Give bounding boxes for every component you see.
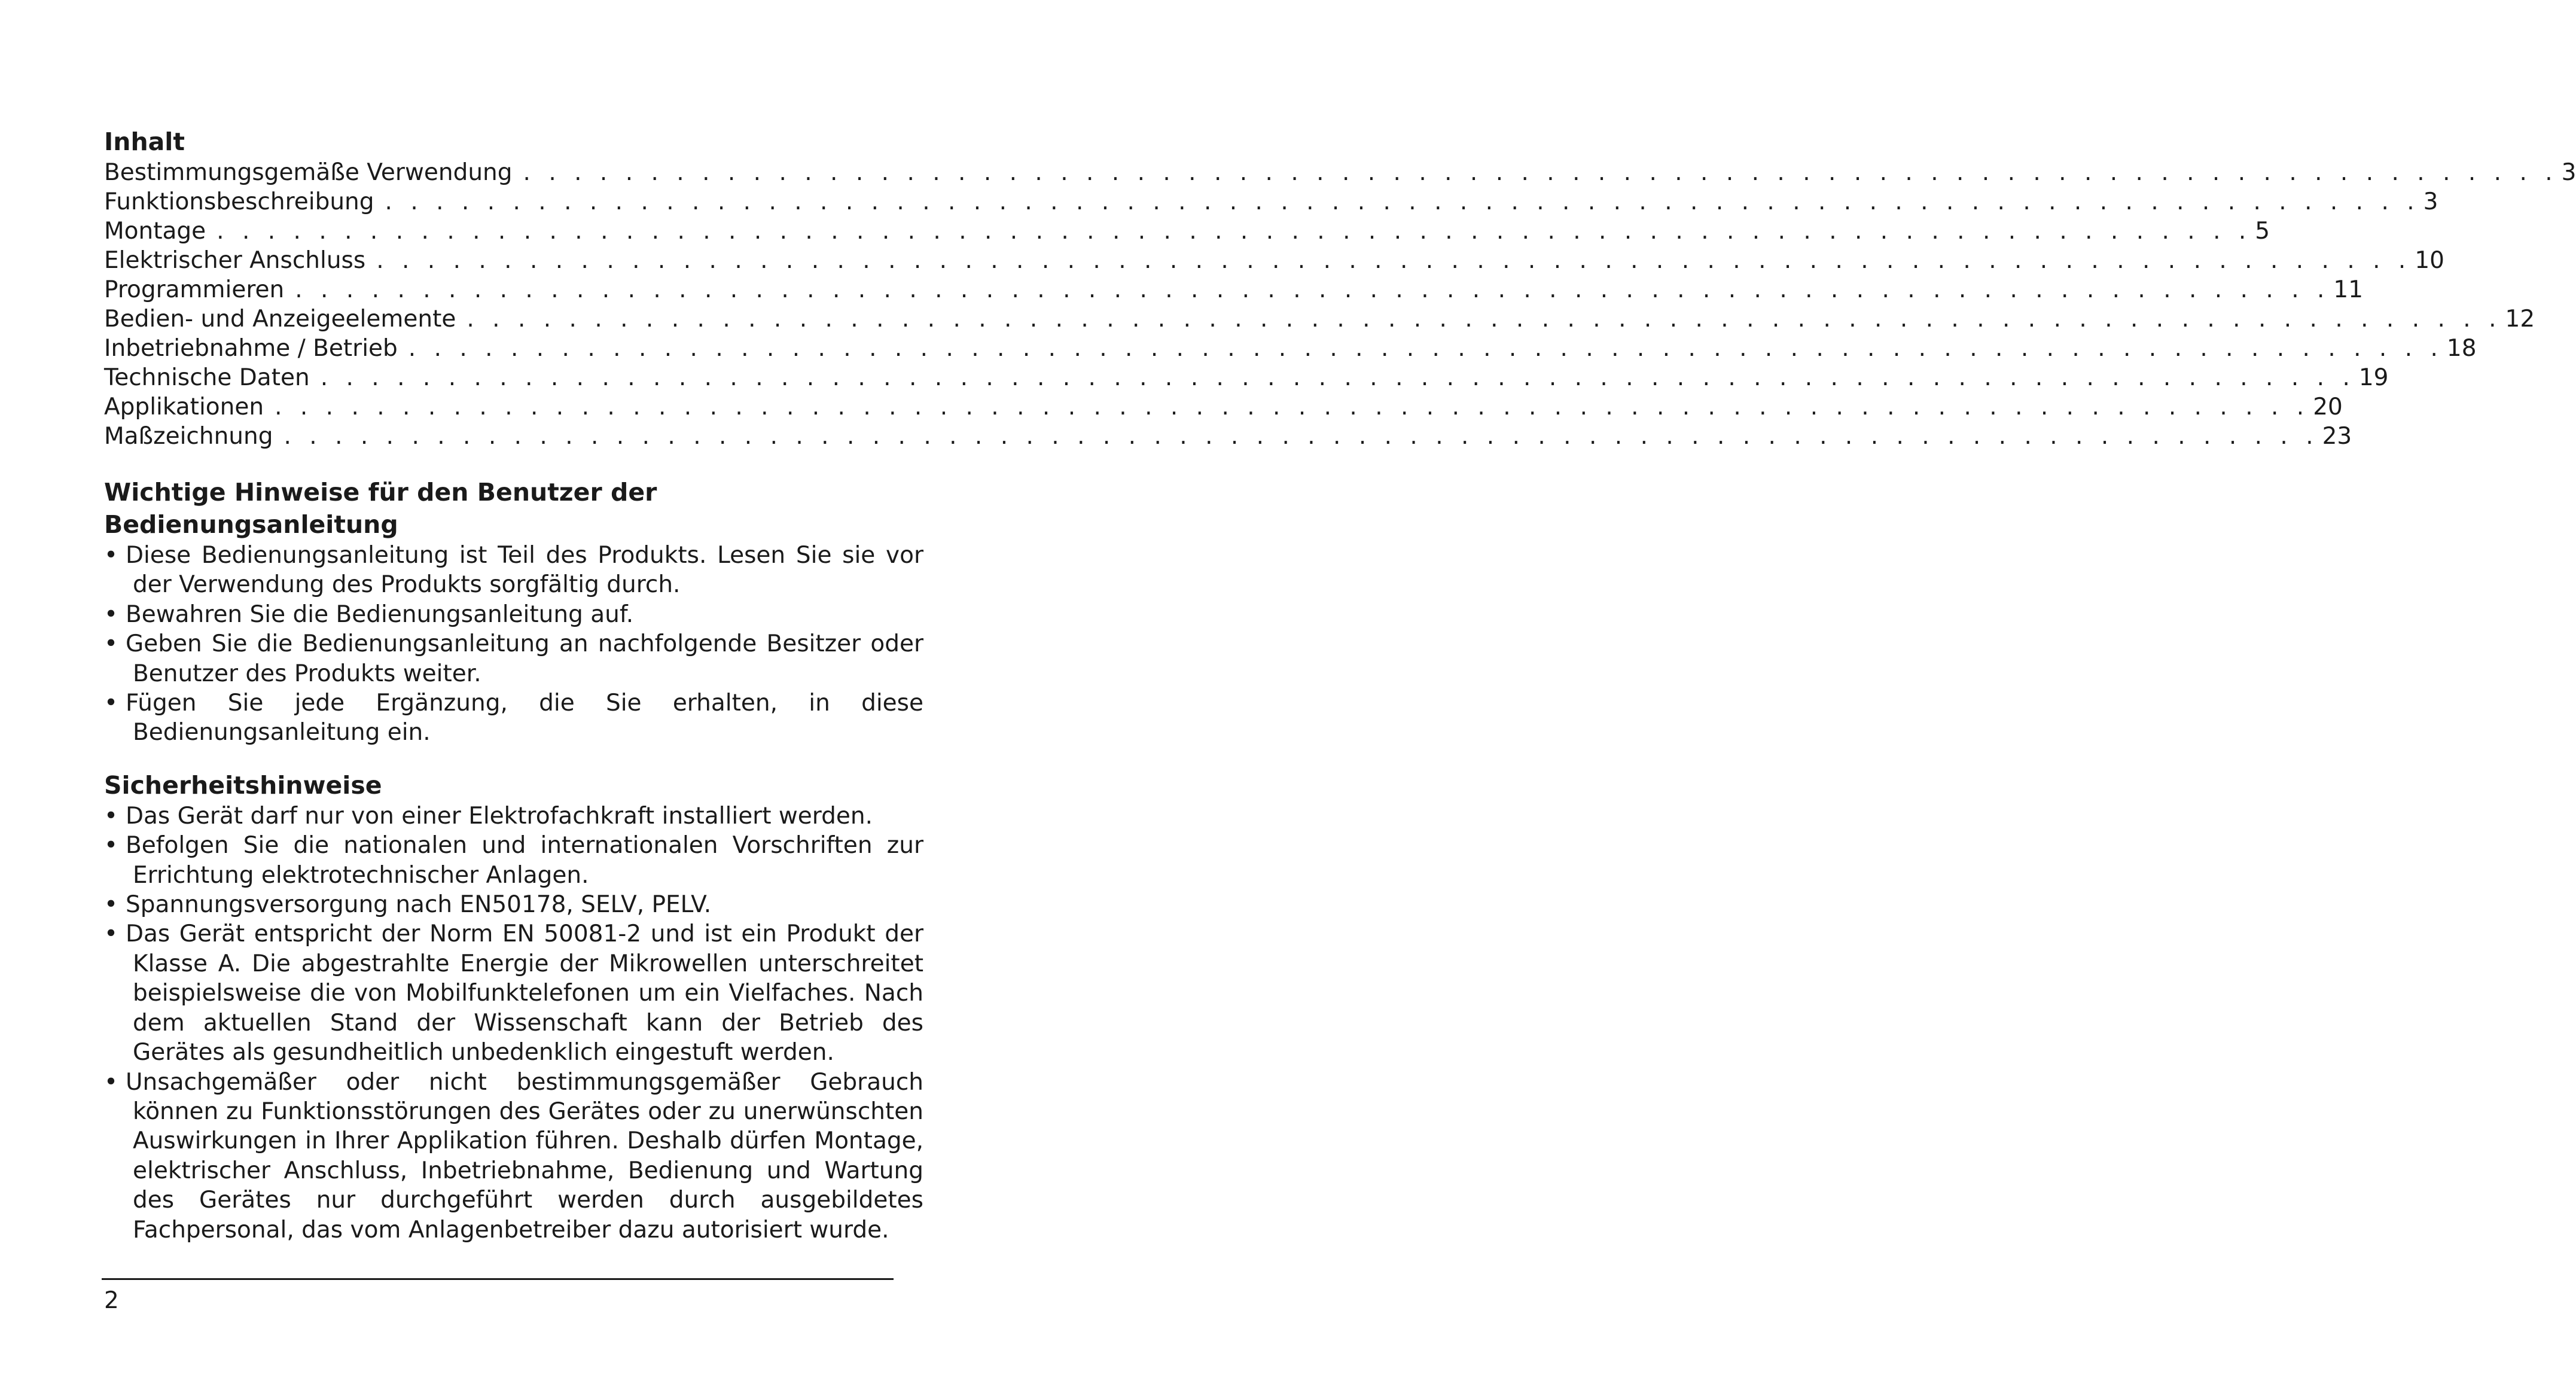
list-item	[104, 1068, 923, 1245]
toc-entry	[104, 158, 2576, 187]
list-item-text: Bewahren Sie die Bedienungsanleitung auf.	[126, 601, 634, 628]
bullet-icon: •	[104, 542, 118, 569]
toc-entry-title: Funktionsbeschreibung	[104, 188, 374, 215]
toc-heading: Inhalt	[104, 127, 185, 156]
toc-entry-title: Inbetriebnahme / Betrieb	[104, 335, 398, 362]
toc-leader-dots: . . . . . . . . . . . . . . . . . . . . . . . . . . . . . . . . . . . . . . . . . . . . . . . . . . . . . . . . . . . . . . . . . . . . . . . . . . . . . . . .	[275, 394, 2310, 420]
toc-entry-page: 11	[2333, 276, 2364, 303]
toc-entry-title: Bedien- und Anzeigeelemente	[104, 306, 456, 333]
bullet-icon: •	[104, 891, 118, 919]
bullet-icon: •	[104, 802, 118, 830]
toc-entry-page: 5	[2255, 218, 2270, 245]
bullet-icon: •	[104, 630, 118, 658]
toc-entry-page: 3	[2423, 188, 2438, 215]
list-item-text: Geben Sie die Bedienungsanleitung an nachfolgende Besitzer oder Benutzer des Produkts weiter.	[126, 630, 923, 687]
bullet-icon: •	[104, 690, 118, 717]
list-item-text: Diese Bedienungsanleitung ist Teil des Produkts. Lesen Sie sie vor der Verwendung des Produkts sorgfältig durch.	[126, 542, 923, 599]
toc-leader-dots: . . . . . . . . . . . . . . . . . . . . . . . . . . . . . . . . . . . . . . . . . . . . . . . . . . . . . . . . . . . . . . . . . . . . . . . . . . . . . . . .	[408, 335, 2443, 362]
toc-entry-page: 18	[2446, 335, 2477, 362]
list-item	[104, 831, 923, 890]
toc-leader-dots: . . . . . . . . . . . . . . . . . . . . . . . . . . . . . . . . . . . . . . . . . . . . . . . . . . . . . . . . . . . . . . . . . . . . . . . . . . . . . . . .	[467, 306, 2502, 333]
toc-leader-dots: . . . . . . . . . . . . . . . . . . . . . . . . . . . . . . . . . . . . . . . . . . . . . . . . . . . . . . . . . . . . . . . . . . . . . . . . . . . . . . . .	[295, 276, 2330, 303]
toc-leader-dots: . . . . . . . . . . . . . . . . . . . . . . . . . . . . . . . . . . . . . . . . . . . . . . . . . . . . . . . . . . . . . . . . . . . . . . . . . . . . . . . .	[320, 364, 2355, 391]
list-item-text: Das Gerät entspricht der Norm EN 50081-2 und ist ein Produkt der Klasse A. Die abgestrahlte Energie der Mikrowellen unterschreitet beispielsweise die von Mobilfunktelefonen um ein Vielfaches. Nach dem aktuellen Stand der Wissenschaft kann der Betrieb des Gerätes als gesundheitlich unbedenklich eingestuft werden.	[126, 921, 923, 1066]
user-notes-list	[104, 541, 923, 748]
page-content	[104, 126, 2576, 1245]
toc-entry-page: 12	[2505, 306, 2535, 333]
toc-entry-page: 10	[2415, 247, 2444, 274]
bullet-icon: •	[104, 601, 118, 628]
bullet-icon: •	[104, 1068, 118, 1096]
toc-leader-dots: . . . . . . . . . . . . . . . . . . . . . . . . . . . . . . . . . . . . . . . . . . . . . . . . . . . . . . . . . . . . . . . . . . . . . . . . . . . . . . . .	[385, 188, 2420, 215]
toc-entry	[104, 334, 2477, 363]
list-item-text: Spannungsversorgung nach EN50178, SELV, PELV.	[126, 891, 712, 919]
toc-leader-dots: . . . . . . . . . . . . . . . . . . . . . . . . . . . . . . . . . . . . . . . . . . . . . . . . . . . . . . . . . . . . . . . . . . . . . . . . . . . . . . . .	[283, 423, 2319, 450]
toc-entry-title: Montage	[104, 218, 206, 245]
safety-list	[104, 801, 923, 1245]
toc-entry	[104, 304, 2535, 334]
list-item-text: Das Gerät darf nur von einer Elektrofachkraft installiert werden.	[126, 802, 873, 830]
user-notes-heading	[104, 476, 894, 541]
user-notes-heading-line1: Wichtige Hinweise für den Benutzer der	[104, 478, 657, 507]
page-number: 2	[104, 1287, 119, 1314]
toc-entry-title: Maßzeichnung	[104, 423, 273, 450]
toc-entry	[104, 187, 2438, 217]
list-item	[104, 801, 923, 831]
toc-entry	[104, 392, 2343, 422]
bullet-icon: •	[104, 832, 118, 859]
list-item	[104, 688, 923, 748]
toc-entry-page: 20	[2313, 394, 2343, 420]
toc-entry	[104, 246, 2444, 275]
list-item-text: Fügen Sie jede Ergänzung, die Sie erhalten, in diese Bedienungsanleitung ein.	[126, 690, 923, 746]
safety-heading: Sicherheitshinweise	[104, 770, 382, 800]
toc-leader-dots: . . . . . . . . . . . . . . . . . . . . . . . . . . . . . . . . . . . . . . . . . . . . . . . . . . . . . . . . . . . . . . . . . . . . . . . . . . . . . . . .	[523, 159, 2558, 186]
bullet-icon: •	[104, 921, 118, 948]
toc-entry-page: 3	[2561, 159, 2576, 186]
toc-entry-title: Bestimmungsgemäße Verwendung	[104, 159, 513, 186]
toc-entry-title: Technische Daten	[104, 364, 310, 391]
toc-entry	[104, 275, 2364, 304]
toc-entry	[104, 217, 2270, 246]
toc-entry-title: Programmieren	[104, 276, 285, 303]
toc-entry-page: 19	[2358, 364, 2389, 391]
toc-entry-title: Elektrischer Anschluss	[104, 247, 366, 274]
toc-entry	[104, 422, 2352, 451]
toc-leader-dots: . . . . . . . . . . . . . . . . . . . . . . . . . . . . . . . . . . . . . . . . . . . . . . . . . . . . . . . . . . . . . . . . . . . . . . . . . . . . . . . .	[217, 218, 2252, 245]
footer-rule	[102, 1278, 894, 1280]
toc-entry-page: 23	[2322, 423, 2352, 450]
list-item	[104, 890, 923, 919]
list-item	[104, 541, 923, 600]
toc-entry-title: Applikationen	[104, 394, 264, 420]
list-item	[104, 919, 923, 1067]
list-item	[104, 629, 923, 688]
list-item-text: Befolgen Sie die nationalen und internationalen Vorschriften zur Errichtung elektrotechnischer Anlagen.	[126, 832, 923, 889]
list-item-text: Unsachgemäßer oder nicht bestimmungsgemäßer Gebrauch können zu Funktionsstörungen des Gerätes oder zu unerwünschten Auswirkungen in Ihrer Applikation führen. Deshalb dürfen Montage, elektrischer Anschluss, Inbetriebnahme, Bedienung und Wartung des Gerätes nur durchgeführt werden durch ausgebildetes Fachpersonal, das vom Anlagenbetreiber dazu autorisiert wurde.	[126, 1068, 923, 1243]
list-item	[104, 600, 923, 629]
table-of-contents	[104, 158, 2576, 451]
toc-entry	[104, 363, 2389, 392]
user-notes-heading-line2: Bedienungsanleitung	[104, 510, 398, 539]
toc-leader-dots: . . . . . . . . . . . . . . . . . . . . . . . . . . . . . . . . . . . . . . . . . . . . . . . . . . . . . . . . . . . . . . . . . . . . . . . . . . . . . . . .	[376, 247, 2412, 274]
